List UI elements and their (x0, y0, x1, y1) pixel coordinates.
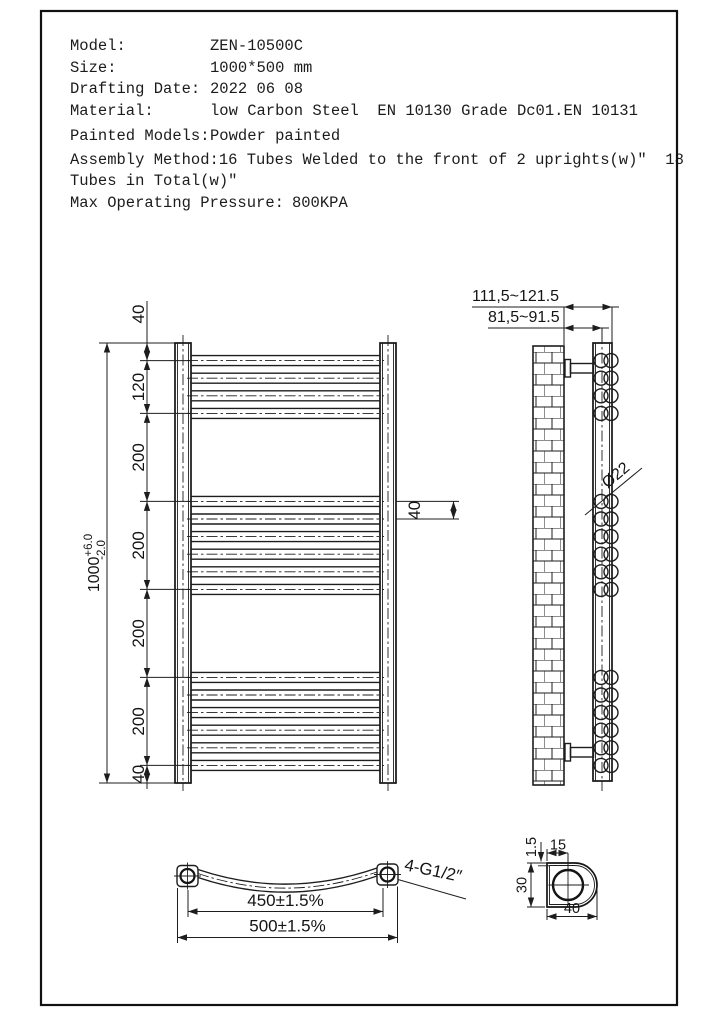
spec-value: 2022 06 08 (210, 80, 304, 98)
dim-1000-tol-minus: -2.0 (96, 540, 108, 560)
spec-value: 1000*500 mm (210, 58, 313, 77)
dim-1000-tol-plus: +6.0 (83, 533, 95, 557)
tubes-side (594, 354, 618, 773)
spec-value: 16 Tubes Welded to the front of 2 uprights(w)″ 18 (218, 150, 684, 169)
spec-value: 800KPA (291, 193, 348, 212)
bottom-dimensions (178, 887, 398, 944)
spec-label: Assembly Method: (70, 150, 219, 169)
spec-value: low Carbon Steel EN 10130 Grade Dc01.EN 10131 (210, 101, 638, 120)
left-upright (175, 335, 191, 791)
bottom-view (174, 855, 466, 943)
spec-value: Powder painted (210, 127, 341, 145)
spec-label: Material: (70, 101, 154, 120)
spec-label: Tubes in Total(w)″ (70, 172, 238, 190)
dim-width: 40 (563, 901, 581, 917)
dim-thickness: 1.5 (524, 836, 540, 858)
tube-spacing-dimension (396, 501, 459, 520)
dim-450: 450±1.5% (247, 891, 324, 910)
spec-label: Drafting Date: (70, 80, 201, 98)
dim-500: 500±1.5% (249, 916, 326, 936)
right-upright (380, 335, 396, 791)
sheet-border (41, 11, 677, 1005)
spec-label: Size: (70, 58, 117, 77)
spec-label: Painted Models: (70, 127, 210, 145)
dim-connection: 4-G1/2″ (402, 855, 464, 886)
dim-overall-1000 (83, 534, 108, 592)
fitting-left (174, 863, 201, 890)
tubes-front (187, 356, 384, 771)
upright-side (593, 333, 612, 791)
dim-120: 120 (129, 372, 148, 402)
fitting-right (374, 861, 401, 888)
dim-200-b: 200 (129, 531, 148, 560)
spec-label: Model: (70, 37, 126, 55)
dim-wall-outer: 111,5~121.5 (472, 288, 560, 305)
spec-label: Max Operating Pressure: (70, 193, 284, 212)
dim-top-40: 40 (129, 304, 148, 324)
curved-tube (198, 868, 377, 892)
dim-200-d: 200 (129, 707, 148, 736)
wall-bracket-top (565, 360, 594, 378)
dim-bottom-40: 40 (129, 764, 148, 784)
dim-wall-inner: 81,5~91.5 (488, 309, 560, 326)
profile-detail (515, 837, 598, 920)
dim-200-a: 200 (129, 443, 148, 472)
dim-height: 30 (514, 876, 531, 894)
side-view (472, 288, 642, 791)
front-overall-dimension (83, 343, 108, 783)
spec-value: ZEN-10500C (210, 37, 304, 55)
dim-spacing-40: 40 (405, 500, 424, 520)
dim-200-c: 200 (129, 619, 148, 648)
wall-section (533, 346, 564, 785)
connection-callout (398, 855, 466, 899)
dim-1000-value: 1000 (86, 556, 103, 593)
dim-tube-diameter: Ø22 (599, 459, 634, 492)
wall-bracket-bottom (565, 744, 594, 762)
dim-offset: 15 (549, 837, 567, 854)
front-view (83, 301, 459, 791)
